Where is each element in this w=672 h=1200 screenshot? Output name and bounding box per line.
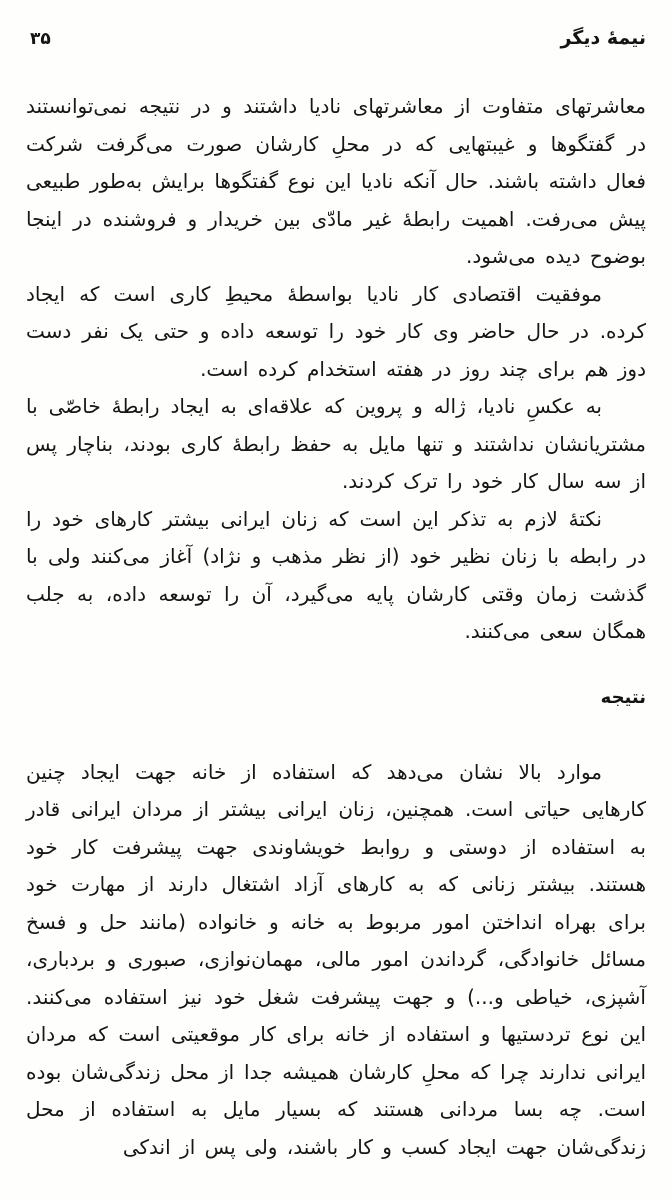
page-number: ۳۵ <box>30 29 51 49</box>
journal-title: نیمهٔ دیگر <box>560 27 646 49</box>
paragraph-4: نکتهٔ لازم به تذکر این است که زنان ایرانی بیشتر کارهای خود را در رابطه با زنان نظیر خود (از نظر مذهب و نژاد) آغاز می‌کنند ولی با گذشت زمان وقتی کارشان پایه می‌گیرد، آن را توسعه داده، به جلب همگان سعی می‌کنند. <box>26 506 646 643</box>
section-heading: نتیجه <box>600 686 646 708</box>
paragraph-5: موارد بالا نشان می‌دهد که استفاده از خانه جهت ایجاد چنین کارهایی حیاتی است. همچنین، زنان ایرانی بیشتر از مردان ایرانی قادر به استفاده از دوستی و روابط خویشاوندی جهت پیشرفت کار خود هستند. بیشتر زنانی که به کارهای آزاد اشتغال دارند از مهارت خود برای بهراه انداختن امور مربوط به خانه و خانواده (مانند حل و فسخ مسائل خانوادگی، گرداندن امور مالی، مهمان‌نوازی، صبوری و بردباری، آشپزی، خیاطی و...) و جهت پیشرفت شغل خود نیز استفاده می‌کنند. این نوع تردستیها و استفاده از خانه برای کار موقعیتی است که مردان ایرانی ندارند چرا که محلِ کارشان همیشه جدا از محل زندگی‌شان بوده است. چه بسا مردانی هستند که بسیار مایل به استفاده از محل زندگی‌شان جهت ایجاد کسب و کار باشند، ولی پس از اندکی <box>26 759 646 1159</box>
page-header <box>30 27 646 49</box>
paragraph-3: به عکسِ نادیا، ژاله و پروین که علاقه‌ای به ایجاد رابطهٔ خاصّی با مشتریانشان نداشتند و تنها مایل به حفظ رابطهٔ کاری بودند، بناچار پس از سه سال کار خود را ترک کردند. <box>26 394 646 493</box>
paragraph-1: معاشرتهای متفاوت از معاشرتهای نادیا داشتند و در نتیجه نمی‌توانستند در گفتگوها و غیبتهایی که در محلِ کارشان صورت می‌گرفت شرکت فعال داشته باشند. حال آنکه نادیا این نوع گفتگوها برایش به‌طور طبیعی پیش می‌رفت. اهمیت رابطهٔ غیر مادّی بین خریدار و فروشنده در اینجا بوضوح دیده می‌شود. <box>26 94 646 268</box>
page-body <box>26 88 646 1166</box>
paragraph-2: موفقیت اقتصادی کار نادیا بواسطهٔ محیطِ کاری است که ایجاد کرده. در حال حاضر وی کار خود را توسعه داده و حتی یک نفر دست دوز هم برای چند روز در هفته استخدام کرده است. <box>26 281 646 381</box>
